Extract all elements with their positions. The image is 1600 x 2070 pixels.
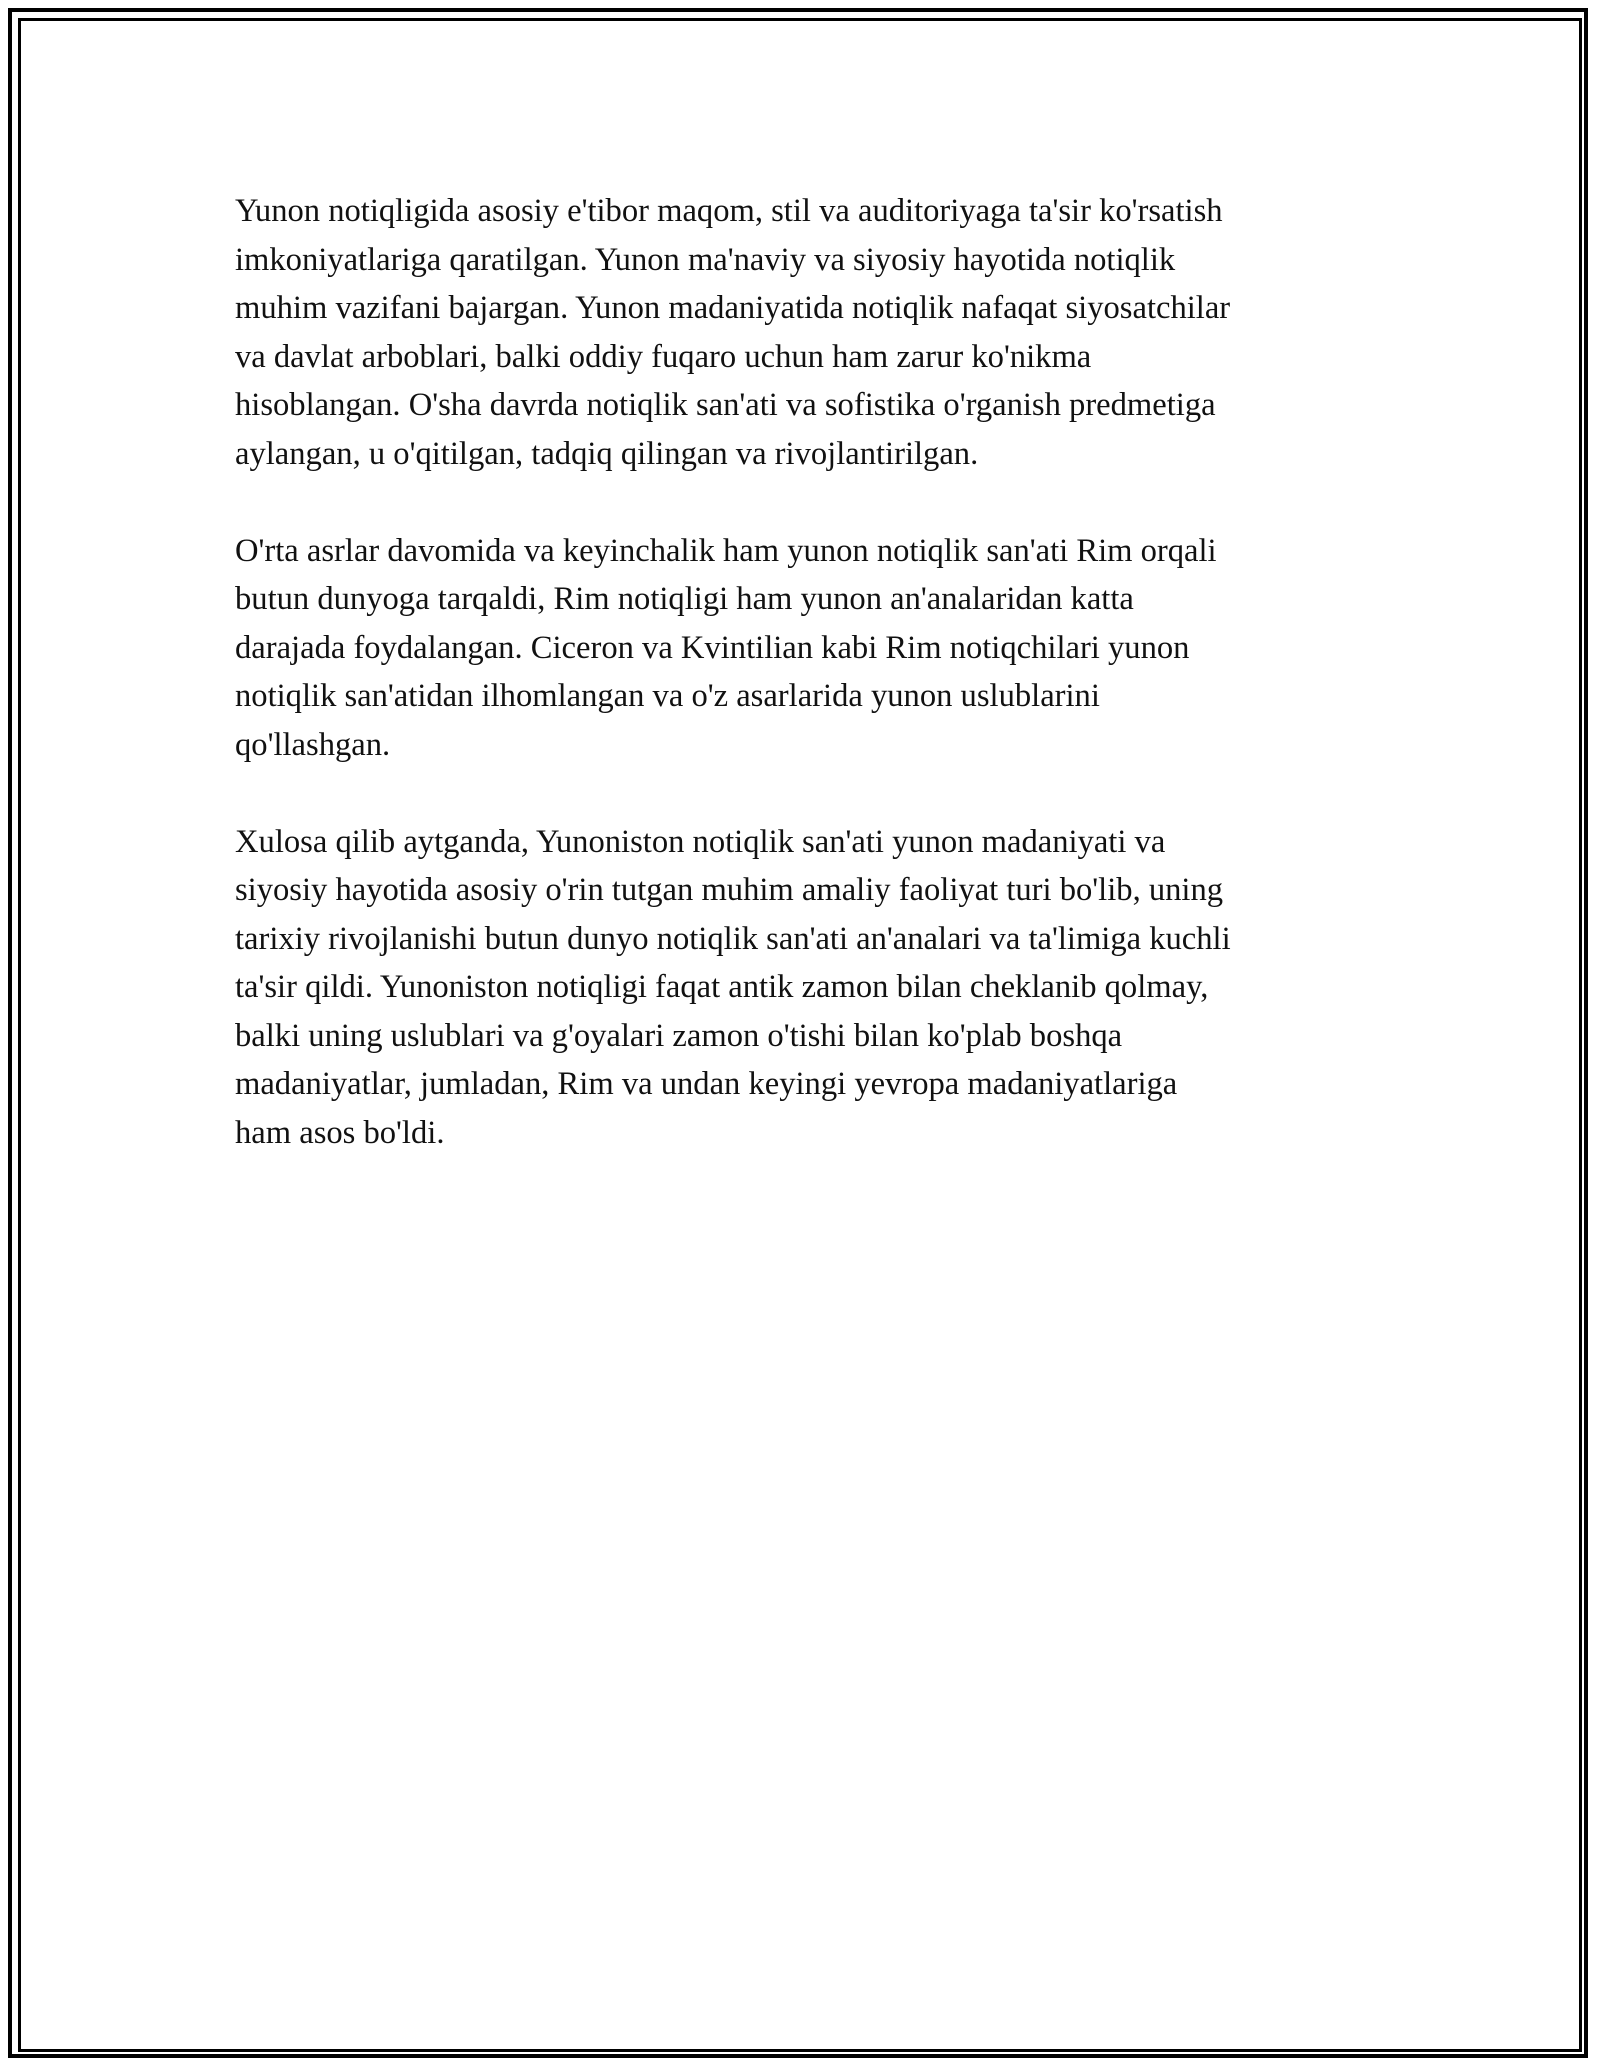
paragraph-1: Yunon notiqligida asosiy e'tibor maqom, stil va auditoriyaga ta'sir ko'rsatish imkoniyatlariga qaratilgan. Yunon ma'naviy va siyosiy hayotida notiqlik muhim vazifani bajargan. Yunon madaniyatida notiqlik nafaqat siyosatchilar va davlat arboblari, balki oddiy fuqaro uchun ham zarur ko'nikma hisoblangan. O'sha davrda notiqlik san'ati va sofistika o'rganish predmetiga aylangan, u o'qitilgan, tadqiq qilingan va rivojlantirilgan. — [235, 193, 1231, 472]
paragraph-2: O'rta asrlar davomida va keyinchalik ham yunon notiqlik san'ati Rim orqali butun dunyoga tarqaldi, Rim notiqligi ham yunon an'analaridan katta darajada foydalangan. Ciceron va Kvintilian kabi Rim notiqchilari yunon notiqlik san'atidan ilhomlangan va o'z asarlarida yunon uslublarini qo'llashgan. — [235, 532, 1217, 763]
document-body — [235, 187, 1380, 1206]
paragraph-3: Xulosa qilib aytganda, Yunoniston notiqlik san'ati yunon madaniyati va siyosiy hayotida asosiy o'rin tutgan muhim amaliy faoliyat turi bo'lib, uning tarixiy rivojlanishi butun dunyo notiqlik san'ati an'analari va ta'limiga kuchli ta'sir qildi. Yunoniston notiqligi faqat antik zamon bilan cheklanib qolmay, balki uning uslublari va g'oyalari zamon o'tishi bilan ko'plab boshqa madaniyatlar, jumladan, Rim va undan keyingi yevropa madaniyatlariga ham asos bo'ldi. — [235, 823, 1231, 1151]
